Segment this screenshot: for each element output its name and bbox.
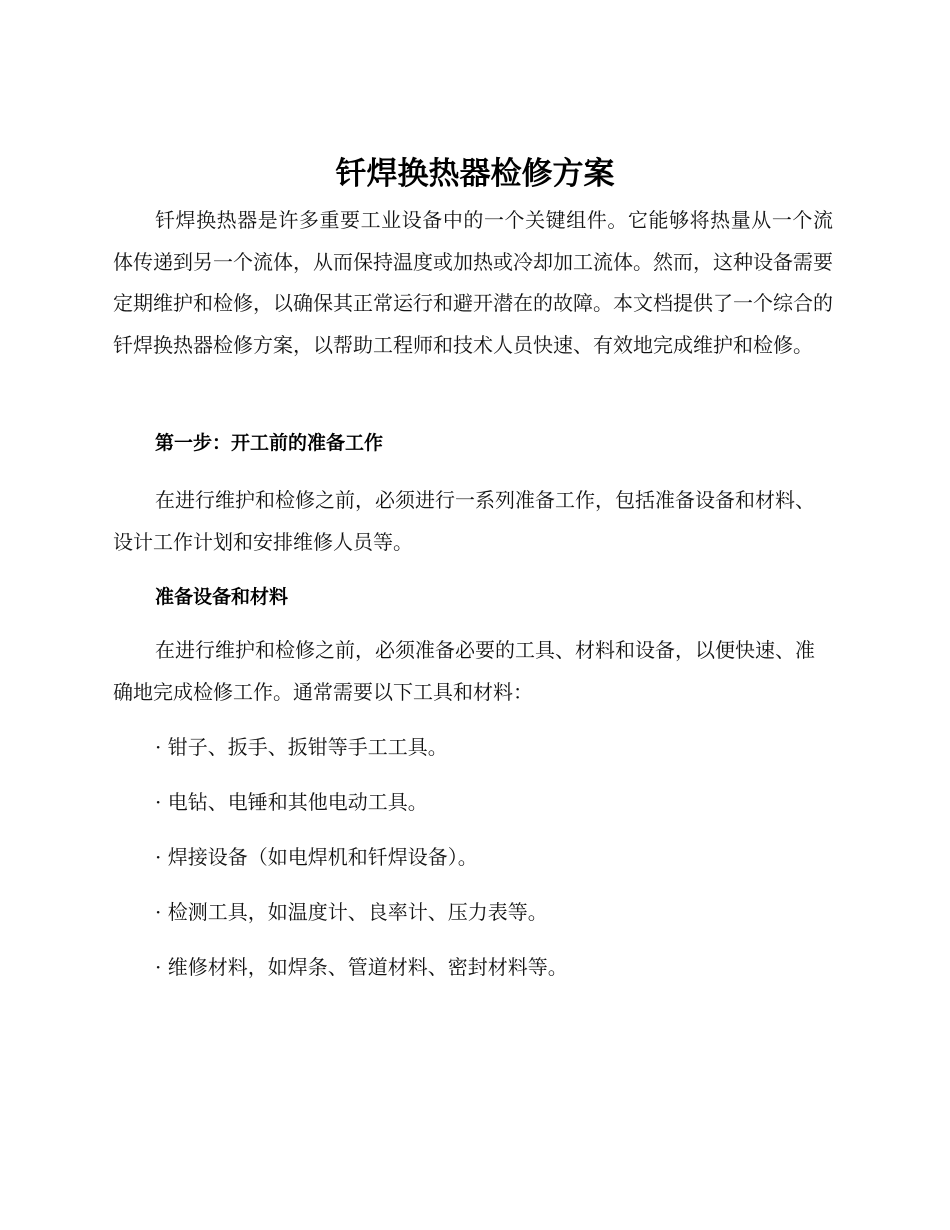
list-item: · 钳子、扳手、扳钳等手工工具。 <box>155 735 448 759</box>
section-heading-equipment: 准备设备和材料 <box>155 586 289 608</box>
equipment-paragraph: 在进行维护和检修之前，必须准备必要的工具、材料和设备，以便快速、准确地完成检修工作。通常需要以下工具和材料： <box>113 638 815 704</box>
equipment-list <box>155 732 568 1007</box>
document-title: 钎焊换热器检修方案 <box>335 156 615 192</box>
list-item: · 维修材料，如焊条、管道材料、密封材料等。 <box>155 955 568 979</box>
section-heading-step1: 第一步：开工前的准备工作 <box>155 432 384 454</box>
list-item: · 检测工具，如温度计、良率计、压力表等。 <box>155 900 548 924</box>
list-item: · 焊接设备（如电焊机和钎焊设备）。 <box>155 845 478 869</box>
list-item: · 电钻、电锤和其他电动工具。 <box>155 790 428 814</box>
step1-paragraph: 在进行维护和检修之前，必须进行一系列准备工作，包括准备设备和材料、设计工作计划和安排维修人员等。 <box>113 488 815 554</box>
intro-paragraph: 钎焊换热器是许多重要工业设备中的一个关键组件。它能够将热量从一个流体传递到另一个流体，从而保持温度或加热或冷却加工流体。然而，这种设备需要定期维护和检修，以确保其正常运行和避开潜在的故障。本文档提供了一个综合的钎焊换热器检修方案，以帮助工程师和技术人员快速、有效地完成维护和检修。 <box>113 208 833 357</box>
